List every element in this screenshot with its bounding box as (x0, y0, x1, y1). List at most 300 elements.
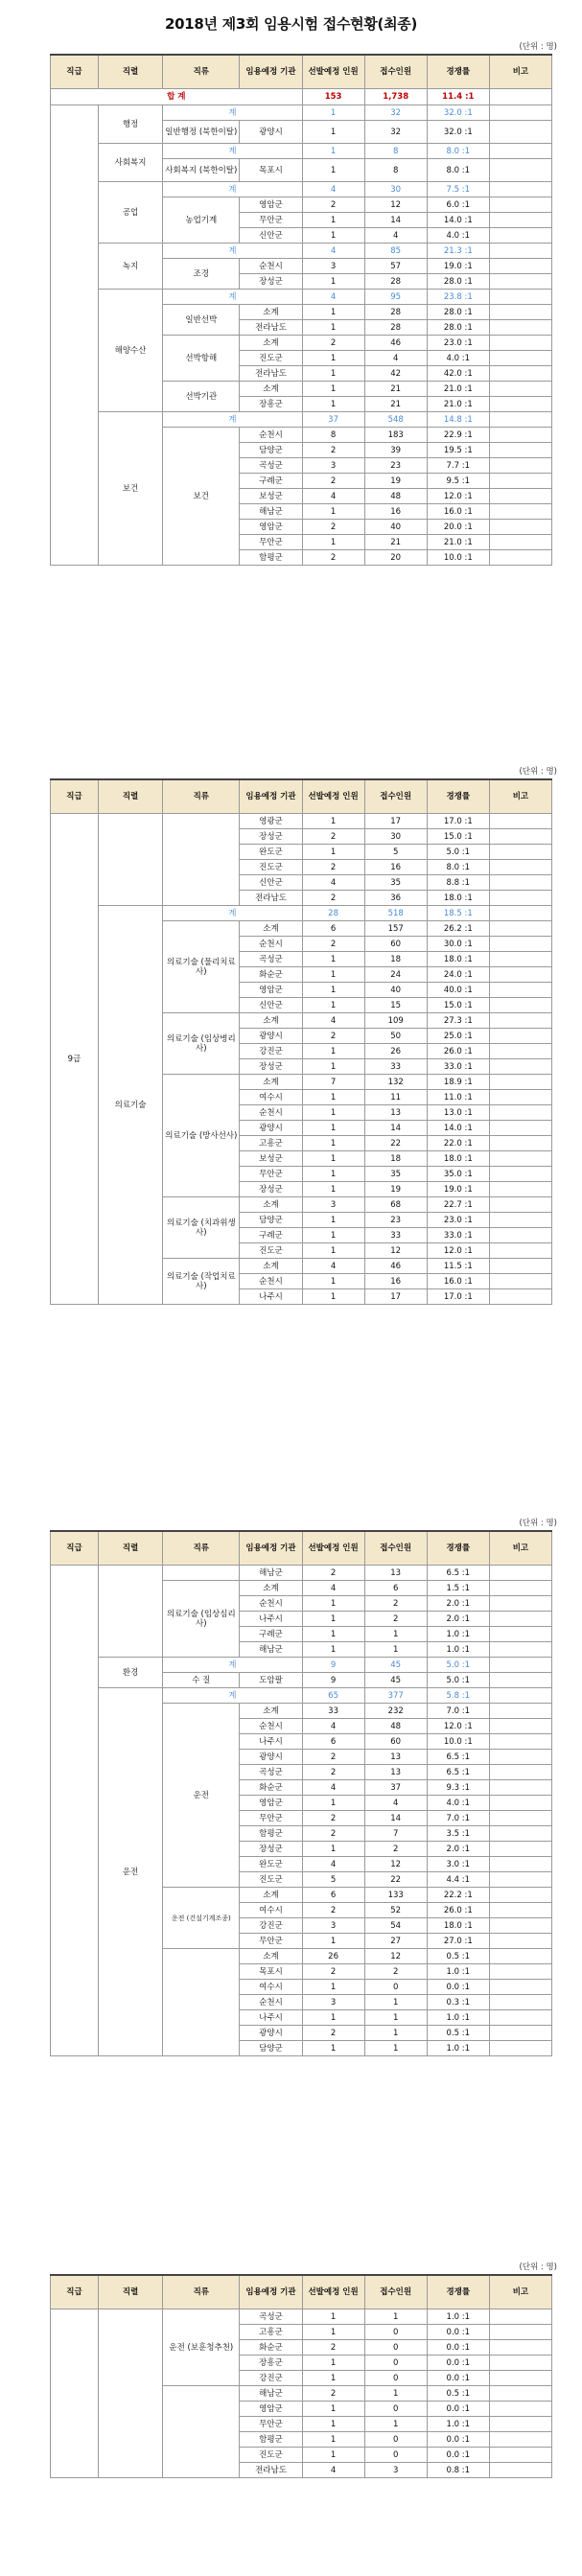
planned-cell: 1 (302, 1213, 364, 1228)
planned-cell: 1 (302, 1243, 364, 1259)
note-cell (489, 1964, 551, 1980)
ratio-cell: 6.5 :1 (427, 1566, 489, 1581)
agency-cell: 순천시 (240, 1105, 302, 1121)
kind-cell: 선박기관 (163, 382, 240, 412)
planned-cell: 4 (302, 489, 364, 504)
series-cell (98, 814, 162, 906)
applicants-cell: 23 (364, 1213, 427, 1228)
series-cell: 의료기술 (98, 906, 162, 1305)
agency-cell: 곡성군 (240, 2309, 302, 2325)
applicants-cell: 19 (364, 1182, 427, 1197)
applicants-cell: 15 (364, 998, 427, 1013)
ratio-cell: 9.5 :1 (427, 474, 489, 489)
note-cell (489, 1704, 551, 1719)
note-cell (489, 520, 551, 535)
applicants-cell: 8 (364, 159, 427, 182)
header-kind: 직류 (163, 779, 240, 814)
ratio-cell: 0.0 :1 (427, 1980, 489, 1995)
note-cell (489, 921, 551, 937)
planned-cell: 4 (302, 290, 364, 305)
note-cell (489, 1182, 551, 1197)
applicants-cell: 2 (364, 1964, 427, 1980)
applicants-cell: 46 (364, 336, 427, 351)
agency-cell: 고흥군 (240, 2325, 302, 2340)
note-cell (489, 2309, 551, 2325)
note-cell (489, 1888, 551, 1903)
planned-cell: 1 (302, 1274, 364, 1289)
applicants-cell: 4 (364, 351, 427, 366)
planned-cell: 2 (302, 520, 364, 535)
planned-cell: 1 (302, 2041, 364, 2056)
applicants-cell: 18 (364, 1151, 427, 1167)
header-ratio: 경쟁률 (427, 55, 489, 89)
agency-cell: 해남군 (240, 1566, 302, 1581)
note-cell (489, 1734, 551, 1750)
ratio-cell: 5.0 :1 (427, 845, 489, 860)
applicants-cell: 0 (364, 2371, 427, 2386)
planned-cell: 1 (302, 2448, 364, 2463)
note-cell (489, 1259, 551, 1274)
ratio-cell: 0.5 :1 (427, 1949, 489, 1964)
note-cell (489, 1642, 551, 1658)
planned-cell: 1 (302, 397, 364, 412)
planned-cell: 2 (302, 1826, 364, 1842)
agency-cell: 해남군 (240, 2386, 302, 2402)
ratio-cell: 25.0 :1 (427, 1029, 489, 1044)
agency-cell: 영암군 (240, 197, 302, 213)
header-grade: 직급 (51, 1531, 99, 1566)
ratio-cell: 2.0 :1 (427, 1842, 489, 1857)
agency-cell: 도암팔 (240, 1673, 302, 1688)
header-agency: 임용예정 기관 (240, 779, 302, 814)
note-cell (489, 1105, 551, 1121)
note-cell (489, 2417, 551, 2432)
planned-cell: 4 (302, 1013, 364, 1029)
table-section-4 (50, 2274, 552, 2478)
note-cell (489, 1612, 551, 1627)
applicants-cell: 40 (364, 983, 427, 998)
note-cell (489, 2041, 551, 2056)
ratio-cell: 11.0 :1 (427, 1090, 489, 1105)
note-cell (489, 458, 551, 474)
agency-cell: 곡성군 (240, 458, 302, 474)
note-cell (489, 1228, 551, 1243)
planned-cell: 1 (302, 504, 364, 520)
header-grade: 직급 (51, 55, 99, 89)
planned-cell: 2 (302, 2340, 364, 2356)
agency-cell: 곡성군 (240, 1765, 302, 1780)
agency-cell: 장흥군 (240, 2356, 302, 2371)
header-planned: 선발예정 인원 (302, 779, 364, 814)
ratio-cell: 1.0 :1 (427, 1642, 489, 1658)
agency-cell: 나주시 (240, 1612, 302, 1627)
ratio-cell: 2.0 :1 (427, 1596, 489, 1612)
applicants-cell: 37 (364, 1780, 427, 1796)
agency-cell: 소계 (240, 305, 302, 320)
planned-cell: 2 (302, 197, 364, 213)
ratio-cell: 8.0 :1 (427, 144, 489, 159)
kind-cell: 일반행정 (북한이탈) (163, 121, 240, 144)
planned-cell: 2 (302, 937, 364, 952)
planned-cell: 1 (302, 1842, 364, 1857)
series-cell: 사회복지 (98, 144, 162, 182)
kind-cell (163, 1566, 240, 1581)
note-cell (489, 1658, 551, 1673)
planned-cell: 2 (302, 2386, 364, 2402)
ratio-cell: 6.5 :1 (427, 1750, 489, 1765)
agency-cell: 영암군 (240, 983, 302, 998)
agency-cell: 화순군 (240, 1780, 302, 1796)
ratio-cell: 14.0 :1 (427, 213, 489, 228)
applicants-cell: 24 (364, 967, 427, 983)
agency-cell: 무안군 (240, 1811, 302, 1826)
planned-cell: 3 (302, 1995, 364, 2010)
agency-cell: 무안군 (240, 535, 302, 550)
agency-cell: 신안군 (240, 228, 302, 244)
applicants-cell: 57 (364, 259, 427, 274)
header-note: 비고 (489, 1531, 551, 1566)
agency-cell: 나주시 (240, 1734, 302, 1750)
planned-cell: 1 (302, 382, 364, 397)
subtotal-label: 계 (163, 182, 302, 197)
grand-total-planned: 153 (302, 89, 364, 105)
header-series: 직렬 (98, 779, 162, 814)
planned-cell: 4 (302, 1259, 364, 1274)
planned-cell: 2 (302, 891, 364, 906)
planned-cell: 1 (302, 1612, 364, 1627)
subtotal-label: 계 (163, 290, 302, 305)
note-cell (489, 2325, 551, 2340)
agency-cell: 완도군 (240, 1857, 302, 1872)
kind-cell: 의료기술 (임상병리사) (163, 1013, 240, 1075)
note-cell (489, 998, 551, 1013)
series-cell: 행정 (98, 105, 162, 144)
note-cell (489, 382, 551, 397)
ratio-cell: 42.0 :1 (427, 366, 489, 382)
ratio-cell: 23.0 :1 (427, 1213, 489, 1228)
agency-cell: 함평군 (240, 2432, 302, 2448)
header-applicants: 접수인원 (364, 1531, 427, 1566)
grand-total-ratio: 11.4 :1 (427, 89, 489, 105)
note-cell (489, 89, 551, 105)
applicants-cell: 1 (364, 1995, 427, 2010)
applicants-cell: 183 (364, 428, 427, 443)
agency-cell: 소계 (240, 382, 302, 397)
note-cell (489, 937, 551, 952)
applicants-cell: 0 (364, 1980, 427, 1995)
ratio-cell: 1.0 :1 (427, 2041, 489, 2056)
agency-cell: 담양군 (240, 1213, 302, 1228)
applicants-cell: 20 (364, 550, 427, 566)
ratio-cell: 8.0 :1 (427, 159, 489, 182)
planned-cell: 2 (302, 1765, 364, 1780)
ratio-cell: 7.0 :1 (427, 1811, 489, 1826)
applicants-cell: 1 (364, 2309, 427, 2325)
note-cell (489, 2402, 551, 2417)
planned-cell: 1 (302, 2432, 364, 2448)
applicants-cell: 133 (364, 1888, 427, 1903)
planned-cell: 1 (302, 1090, 364, 1105)
planned-cell: 9 (302, 1673, 364, 1688)
planned-cell: 1 (302, 351, 364, 366)
note-cell (489, 1719, 551, 1734)
applicants-cell: 4 (364, 1796, 427, 1811)
planned-cell: 1 (302, 2325, 364, 2340)
ratio-cell: 18.9 :1 (427, 1075, 489, 1090)
agency-cell: 전라남도 (240, 366, 302, 382)
agency-cell: 여수시 (240, 1090, 302, 1105)
note-cell (489, 1995, 551, 2010)
applicants-cell: 54 (364, 1918, 427, 1934)
applicants-cell: 0 (364, 2402, 427, 2417)
planned-cell: 1 (302, 366, 364, 382)
agency-cell: 목포시 (240, 159, 302, 182)
planned-cell: 1 (302, 2417, 364, 2432)
note-cell (489, 1197, 551, 1213)
note-cell (489, 213, 551, 228)
agency-cell: 진도군 (240, 351, 302, 366)
applicants-cell: 68 (364, 1197, 427, 1213)
ratio-cell: 24.0 :1 (427, 967, 489, 983)
applicants-cell: 23 (364, 458, 427, 474)
agency-cell: 진도군 (240, 2448, 302, 2463)
applicants-cell: 42 (364, 366, 427, 382)
ratio-cell: 1.0 :1 (427, 2010, 489, 2026)
applicants-cell: 12 (364, 1243, 427, 1259)
applicants-cell: 0 (364, 2432, 427, 2448)
agency-cell: 장성군 (240, 1182, 302, 1197)
applicants-cell: 33 (364, 1059, 427, 1075)
note-cell (489, 1121, 551, 1136)
header-series: 직렬 (98, 2275, 162, 2309)
ratio-cell: 9.3 :1 (427, 1780, 489, 1796)
agency-cell: 광양시 (240, 1029, 302, 1044)
agency-cell: 장성군 (240, 1842, 302, 1857)
subtotal-row (51, 105, 552, 121)
planned-cell: 1 (302, 845, 364, 860)
planned-cell: 1 (302, 1151, 364, 1167)
agency-cell: 함평군 (240, 550, 302, 566)
table-section-3 (50, 1530, 552, 2056)
planned-cell: 1 (302, 1044, 364, 1059)
planned-cell: 4 (302, 1719, 364, 1734)
planned-cell: 1 (302, 2356, 364, 2371)
ratio-cell: 3.0 :1 (427, 1857, 489, 1872)
header-ratio: 경쟁률 (427, 2275, 489, 2309)
ratio-cell: 14.8 :1 (427, 412, 489, 428)
note-cell (489, 1872, 551, 1888)
ratio-cell: 12.0 :1 (427, 1243, 489, 1259)
unit-label: (단위 : 명) (519, 2263, 557, 2272)
agency-cell: 화순군 (240, 2340, 302, 2356)
applicants-cell: 7 (364, 1826, 427, 1842)
applicants-cell: 4 (364, 228, 427, 244)
header-kind: 직류 (163, 1531, 240, 1566)
note-cell (489, 1167, 551, 1182)
ratio-cell: 11.5 :1 (427, 1259, 489, 1274)
planned-cell: 1 (302, 1105, 364, 1121)
ratio-cell: 2.0 :1 (427, 1612, 489, 1627)
ratio-cell: 12.0 :1 (427, 1719, 489, 1734)
note-cell (489, 860, 551, 875)
ratio-cell: 6.0 :1 (427, 197, 489, 213)
ratio-cell: 15.0 :1 (427, 829, 489, 845)
agency-cell: 고흥군 (240, 1136, 302, 1151)
planned-cell: 1 (302, 213, 364, 228)
note-cell (489, 1673, 551, 1688)
agency-cell: 진도군 (240, 860, 302, 875)
planned-cell: 7 (302, 1075, 364, 1090)
planned-cell: 2 (302, 860, 364, 875)
note-cell (489, 1796, 551, 1811)
header-ratio: 경쟁률 (427, 1531, 489, 1566)
applicants-cell: 0 (364, 2356, 427, 2371)
applicants-cell: 22 (364, 1136, 427, 1151)
agency-cell: 전라남도 (240, 891, 302, 906)
agency-cell: 무안군 (240, 1167, 302, 1182)
note-cell (489, 1581, 551, 1596)
ratio-cell: 1.0 :1 (427, 1627, 489, 1642)
ratio-cell: 28.0 :1 (427, 320, 489, 336)
kind-cell: 농업기계 (163, 197, 240, 244)
agency-cell: 화순군 (240, 967, 302, 983)
planned-cell: 4 (302, 2463, 364, 2478)
note-cell (489, 550, 551, 566)
applicants-cell: 45 (364, 1673, 427, 1688)
applicants-cell: 11 (364, 1090, 427, 1105)
ratio-cell: 6.5 :1 (427, 1765, 489, 1780)
note-cell (489, 144, 551, 159)
agency-cell: 광양시 (240, 121, 302, 144)
ratio-cell: 4.0 :1 (427, 1796, 489, 1811)
applicants-cell: 17 (364, 814, 427, 829)
applicants-cell: 13 (364, 1566, 427, 1581)
note-cell (489, 474, 551, 489)
ratio-cell: 27.0 :1 (427, 1934, 489, 1949)
applicants-cell: 1 (364, 2026, 427, 2041)
note-cell (489, 2386, 551, 2402)
applicants-cell: 45 (364, 1658, 427, 1673)
note-cell (489, 2356, 551, 2371)
agency-cell: 소계 (240, 1013, 302, 1029)
agency-cell: 강진군 (240, 1044, 302, 1059)
applicants-cell: 16 (364, 504, 427, 520)
applicants-cell: 95 (364, 290, 427, 305)
header-kind: 직류 (163, 55, 240, 89)
applicants-cell: 2 (364, 1612, 427, 1627)
note-cell (489, 1688, 551, 1704)
planned-cell: 3 (302, 458, 364, 474)
ratio-cell: 18.0 :1 (427, 952, 489, 967)
planned-cell: 2 (302, 550, 364, 566)
applicants-cell: 14 (364, 213, 427, 228)
note-cell (489, 159, 551, 182)
note-cell (489, 2010, 551, 2026)
planned-cell: 1 (302, 105, 364, 121)
agency-cell: 신안군 (240, 998, 302, 1013)
ratio-cell: 0.0 :1 (427, 2356, 489, 2371)
ratio-cell: 10.0 :1 (427, 550, 489, 566)
ratio-cell: 0.0 :1 (427, 2402, 489, 2417)
applicants-cell: 60 (364, 1734, 427, 1750)
ratio-cell: 32.0 :1 (427, 105, 489, 121)
applicants-cell: 28 (364, 320, 427, 336)
applicants-cell: 3 (364, 2463, 427, 2478)
note-cell (489, 952, 551, 967)
planned-cell: 8 (302, 428, 364, 443)
ratio-cell: 7.0 :1 (427, 1704, 489, 1719)
note-cell (489, 366, 551, 382)
agency-cell: 목포시 (240, 1964, 302, 1980)
applicants-cell: 16 (364, 1274, 427, 1289)
agency-cell: 함평군 (240, 1826, 302, 1842)
subtotal-row (51, 244, 552, 259)
table-header (51, 1531, 552, 1566)
applicants-cell: 0 (364, 2448, 427, 2463)
planned-cell: 1 (302, 1934, 364, 1949)
note-cell (489, 121, 551, 144)
planned-cell: 1 (302, 535, 364, 550)
note-cell (489, 1811, 551, 1826)
note-cell (489, 228, 551, 244)
agency-cell: 순천시 (240, 937, 302, 952)
ratio-cell: 17.0 :1 (427, 814, 489, 829)
note-cell (489, 397, 551, 412)
ratio-cell: 7.7 :1 (427, 458, 489, 474)
note-cell (489, 428, 551, 443)
ratio-cell: 28.0 :1 (427, 305, 489, 320)
kind-cell: 사회복지 (북한이탈) (163, 159, 240, 182)
agency-cell: 영광군 (240, 814, 302, 829)
agency-cell: 여수시 (240, 1980, 302, 1995)
planned-cell: 5 (302, 1872, 364, 1888)
subtotal-row (51, 182, 552, 197)
agency-cell: 소계 (240, 1075, 302, 1090)
agency-cell: 신안군 (240, 875, 302, 891)
note-cell (489, 105, 551, 121)
agency-cell: 나주시 (240, 1289, 302, 1305)
note-cell (489, 412, 551, 428)
ratio-cell: 40.0 :1 (427, 983, 489, 998)
planned-cell: 2 (302, 474, 364, 489)
table-header (51, 2275, 552, 2309)
applicants-cell: 36 (364, 891, 427, 906)
ratio-cell: 26.0 :1 (427, 1044, 489, 1059)
applicants-cell: 27 (364, 1934, 427, 1949)
planned-cell: 1 (302, 983, 364, 998)
note-cell (489, 1780, 551, 1796)
applicants-cell: 5 (364, 845, 427, 860)
subtotal-label: 계 (163, 105, 302, 121)
ratio-cell: 0.3 :1 (427, 1995, 489, 2010)
ratio-cell: 13.0 :1 (427, 1105, 489, 1121)
note-cell (489, 967, 551, 983)
applicants-cell: 1 (364, 2041, 427, 2056)
ratio-cell: 32.0 :1 (427, 121, 489, 144)
note-cell (489, 2340, 551, 2356)
agency-cell: 순천시 (240, 259, 302, 274)
planned-cell: 2 (302, 1566, 364, 1581)
note-cell (489, 244, 551, 259)
kind-cell: 운전 (보훈청추천) (163, 2309, 240, 2386)
series-cell: 환경 (98, 1658, 162, 1688)
applicants-cell: 21 (364, 397, 427, 412)
planned-cell: 2 (302, 1811, 364, 1826)
planned-cell: 1 (302, 2371, 364, 2386)
ratio-cell: 19.0 :1 (427, 259, 489, 274)
applicants-cell: 1 (364, 2010, 427, 2026)
kind-cell: 선박항해 (163, 336, 240, 382)
